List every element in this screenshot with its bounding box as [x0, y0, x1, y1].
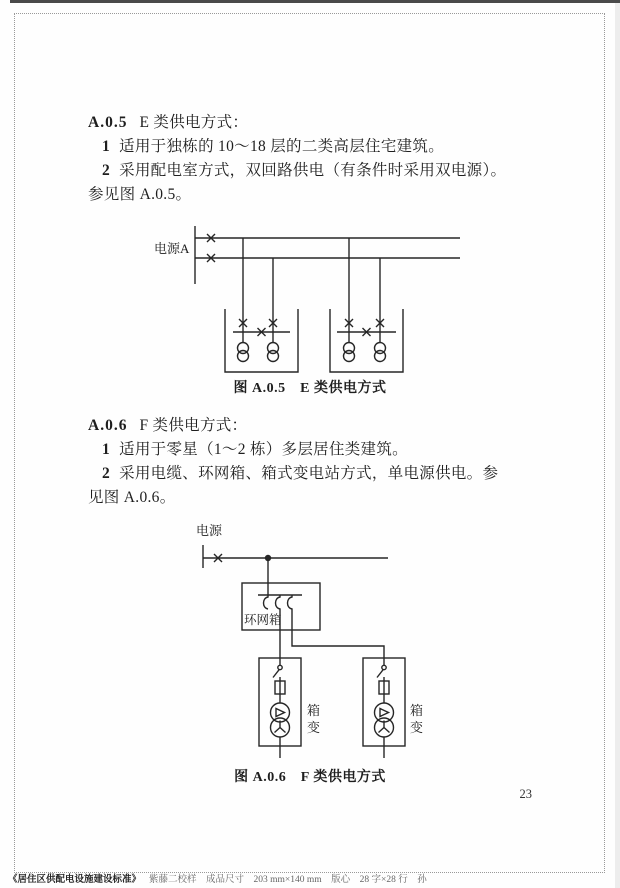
item-number: 1 — [102, 441, 111, 458]
scan-right-edge — [615, 3, 620, 888]
disconnect-icon — [382, 665, 386, 669]
delta-winding-icon — [276, 709, 285, 717]
clause-a05-item-1 — [88, 135, 535, 159]
power-source-label: 电源 — [196, 523, 223, 538]
item-text: 采用配电室方式，双回路供电（有条件时采用双电源）。 — [119, 162, 507, 179]
clause-a06-heading — [88, 414, 535, 438]
source-line — [203, 545, 388, 595]
ring-main-box-label: 环网箱 — [244, 613, 282, 627]
box-transformer-label: 箱变 — [306, 703, 320, 735]
figure-a05-diagram — [150, 225, 470, 380]
clause-a05-block — [88, 111, 535, 207]
clause-title: E 类供电方式： — [139, 114, 249, 131]
substation-brackets — [225, 309, 403, 372]
power-source-a-label: 电源A — [154, 241, 190, 256]
item-number: 2 — [102, 162, 111, 179]
figure-a05-caption: 图 A.0.5 E 类供电方式 — [233, 381, 387, 396]
item-number: 2 — [102, 465, 111, 482]
wye-winding-icon — [379, 721, 390, 733]
clause-a06-block — [88, 414, 535, 510]
clause-a06-continuation: 见图 A.0.6。 — [88, 489, 176, 506]
feeder-drops — [239, 238, 384, 342]
box-transformer-right — [363, 658, 405, 758]
clause-a05-continuation: 参见图 A.0.5。 — [88, 186, 192, 203]
box-transformer-label: 箱变 — [409, 703, 423, 735]
source-busbar — [195, 226, 460, 284]
clause-number: A.0.5 — [88, 114, 128, 131]
load-switch-icon — [288, 595, 385, 658]
item-text: 适用于零星（1～2 栋）多层居住类建筑。 — [119, 441, 408, 458]
box-transformer-left — [259, 658, 301, 758]
scan-top-edge — [10, 0, 620, 3]
item-number: 1 — [102, 138, 111, 155]
item-text: 适用于独栋的 10～18 层的二类高层住宅建筑。 — [119, 138, 445, 155]
tie-links — [233, 328, 396, 336]
delta-winding-icon — [380, 709, 389, 717]
clause-a06-item-1 — [88, 438, 535, 462]
footer-book-title: 《居住区供配电设施建设标准》 — [8, 875, 142, 885]
clause-a05-item-2 — [88, 159, 535, 183]
load-switch-icon — [264, 595, 269, 609]
transformer-symbols — [238, 343, 386, 362]
clause-a05-heading — [88, 111, 535, 135]
clause-a06-item-2 — [88, 462, 535, 486]
proof-footer — [8, 871, 427, 885]
clause-number: A.0.6 — [88, 417, 128, 434]
item-text: 采用电缆、环网箱、箱式变电站方式，单电源供电。参 — [119, 465, 499, 482]
footer-proof-info: 紫藤二校样 成品尺寸 203 mm×140 mm 版心 28 字×28 行 孙 — [149, 875, 427, 885]
wye-winding-icon — [275, 721, 286, 733]
figure-a06-caption: 图 A.0.6 F 类供电方式 — [234, 770, 386, 785]
page-number: 23 — [519, 787, 532, 801]
clause-title: F 类供电方式： — [139, 417, 248, 434]
disconnect-icon — [278, 665, 282, 669]
